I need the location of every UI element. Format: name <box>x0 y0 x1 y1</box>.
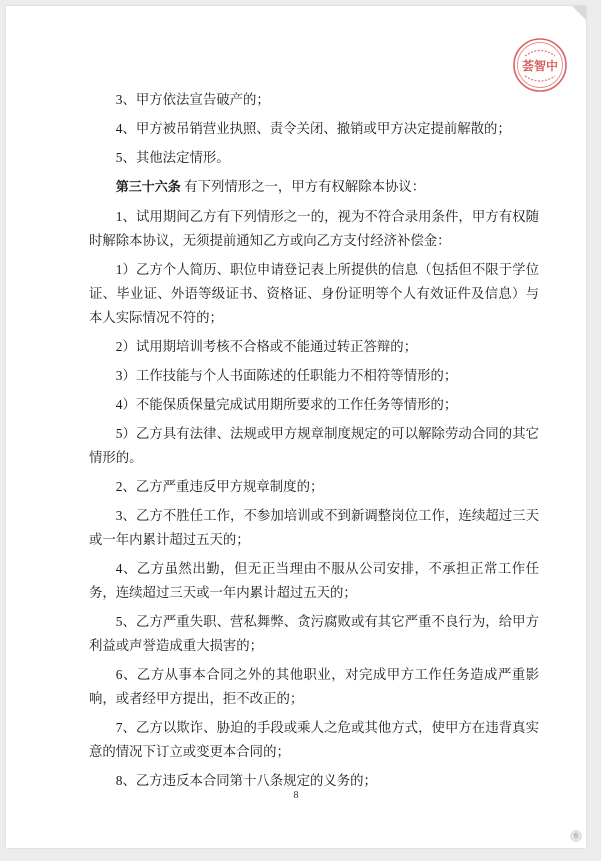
page-corner-fold <box>572 6 586 20</box>
item-probation-3: 3）工作技能与个人书面陈述的任职能力不相符等情形的； <box>115 368 458 383</box>
document-page <box>6 6 586 848</box>
item-insubordination: 4、乙方虽然出勤，但无正当理由不服从公司安排，不承担正常工作任务，连续超过三天或一年内累计超过五天的； <box>89 561 539 600</box>
corner-page-badge: 6 <box>570 830 582 842</box>
article-36-heading: 第三十六条 <box>115 180 181 195</box>
seal-text: 荟智中 <box>521 59 559 73</box>
item-probation-5: 5）乙方具有法律、法规或甲方规章制度规定的可以解除劳动合同的其它情形的。 <box>89 426 539 465</box>
item-probation-2: 2）试用期培训考核不合格或不能通过转正答辩的； <box>115 339 418 354</box>
item-incompetent: 3、乙方不胜任工作，不参加培训或不到新调整岗位工作，连续超过三天或一年内累计超过五天的； <box>89 508 539 547</box>
company-seal-stamp <box>511 36 569 94</box>
paragraph-other-legal: 5、其他法定情形。 <box>115 150 230 165</box>
item-fraud: 7、乙方以欺诈、胁迫的手段或乘人之危或其他方式，使甲方在违背真实意的情况下订立或变更本合同的； <box>89 720 539 759</box>
item-probation: 1、试用期间乙方有下列情形之一的，视为不符合录用条件，甲方有权随时解除本协议，无须提前通知乙方或向乙方支付经济补偿金： <box>89 209 539 248</box>
page-number: 8 <box>293 790 299 801</box>
item-misconduct: 5、乙方严重失职、营私舞弊、贪污腐败或有其它严重不良行为，给甲方利益或声誉造成重大损害的； <box>89 614 539 653</box>
item-rules-violation: 2、乙方严重违反甲方规章制度的； <box>115 479 324 494</box>
item-article-18-violation: 8、乙方违反本合同第十八条规定的义务的； <box>115 773 377 788</box>
item-probation-4: 4）不能保质保量完成试用期所要求的工作任务等情形的； <box>115 397 458 412</box>
item-other-employment: 6、乙方从事本合同之外的其他职业，对完成甲方工作任务造成严重影响，或者经甲方提出，拒不改正的； <box>89 667 539 706</box>
article-36-intro: 有下列情形之一，甲方有权解除本协议： <box>184 179 426 194</box>
paragraph-bankruptcy: 3、甲方依法宣告破产的； <box>115 92 270 107</box>
document-body <box>89 88 539 793</box>
article-36-line <box>89 175 539 200</box>
paragraph-license-revoked: 4、甲方被吊销营业执照、责令关闭、撤销或甲方决定提前解散的； <box>115 121 511 136</box>
item-probation-1: 1）乙方个人简历、职位申请登记表上所提供的信息（包括但不限于学位证、毕业证、外语等级证书、资格证、身份证明等个人有效证件及信息）与本人实际情况不符的； <box>89 262 539 325</box>
